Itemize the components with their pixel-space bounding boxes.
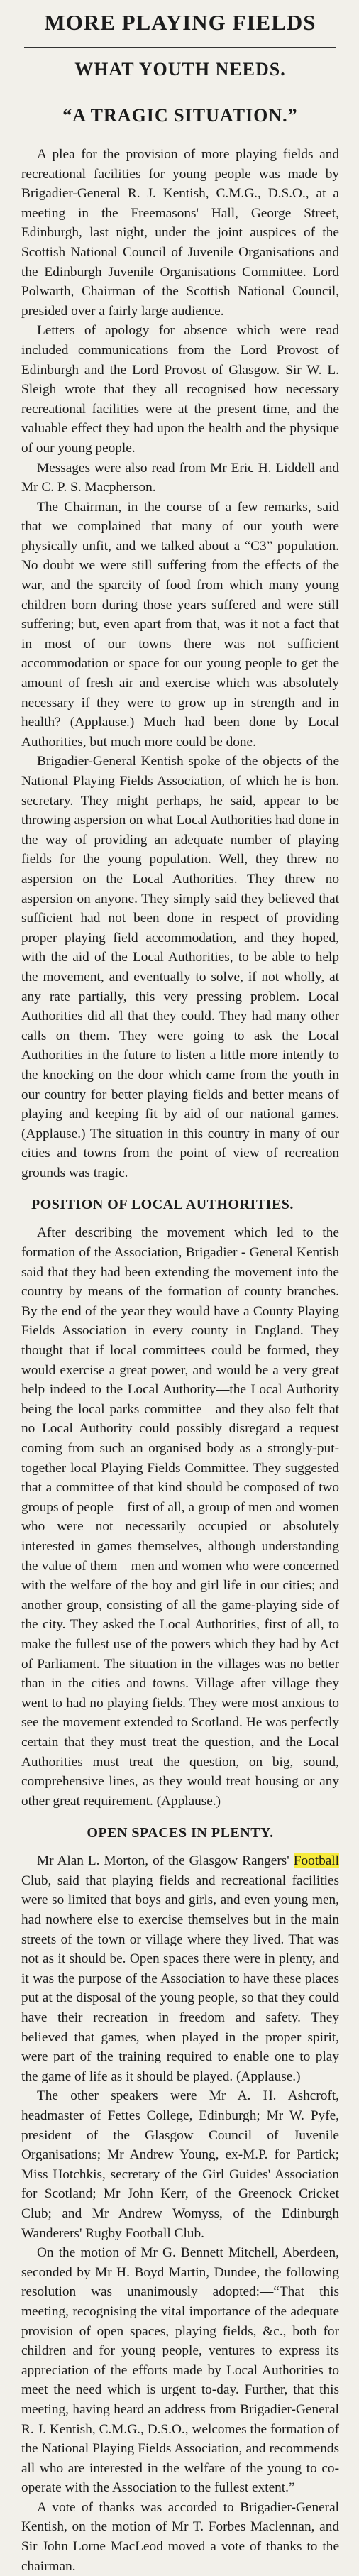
paragraph: The other speakers were Mr A. H. Ashcroft, headmaster of Fettes College, Edinburgh; Mr W. Pyfe, president of the Glasgow Council of Juvenile Organisations; Mr Andrew Young, ex-M.P. for Partick; Miss Hotchkis, secretary of the Girl Guides' Association for Scotland; Mr John Kerr, of the Greenock Cricket Club; and Mr Andrew Womyss, of the Edinburgh Wanderers' Rugby Football Club. [21,2088,339,2241]
kicker-heading: “A TRAGIC SITUATION.” [62,105,298,126]
highlighted-word: Football [293,1853,339,1869]
section-heading: POSITION OF LOCAL AUTHORITIES. [31,1197,294,1213]
paragraph-lead: Mr Alan L. Morton, of the Glasgow Rangers' [37,1853,289,1869]
paragraph [21,1851,339,2086]
paragraph-rest: Club, said that playing fields and recreational facilities were so limited that boys and girls, and even young men, had nowhere else to exercise themselves but in the main streets of the town or village where they lived. That was not as it should be. Open spaces there were in plenty, and it was the purpose of the Association to have these places put at the disposal of the young people, so that they could have their recreation in freedom and safety. They believed that games, when played in the proper spirit, were part of the training required to enable one to play the game of life as it should be played. (Applause.) [21,1873,339,2084]
paragraph: The Chairman, in the course of a few remarks, said that we complained that many of our youth were physically unfit, and we talked about a “C3” population. No doubt we were still suffering from the effects of the war, and the sparcity of food from which many young children born during those years suffered and were still suffering; but, even apart from that, was it not a fact that in most of our towns there was not sufficient accommodation or space for our young people to get the amount of fresh air and exercise which was absolutely necessary if they were to grow up in strength and in health? (Applause.) Much had been done by Local Authorities, but much more could be done. [21,499,339,750]
section-body [21,1223,339,1811]
paragraph: On the motion of Mr G. Bennett Mitchell, Aberdeen, seconded by Mr H. Boyd Martin, Dundee, the following resolution was unanimously adopted:—“That this meeting, recognising the vital importance of the adequate provision of open spaces, playing fields, &c., both for children and for young people, ventures to express its appreciation of the efforts made by Local Authorities to meet the need which is urgent to-day. Further, that this meeting, having heard an address from Brigadier-General R. J. Kentish, C.M.G., D.S.O., welcomes the formation of the National Playing Fields Association, and recommends all who are interested in the welfare of the young to co-operate with the Association to the fullest extent.” [21,2245,339,2496]
paragraph: Messages were also read from Mr Eric H. Liddell and Mr C. P. S. Macpherson. [21,460,339,495]
section-body [21,1851,339,2576]
intro-body [21,145,339,1183]
paragraph: Brigadier-General Kentish spoke of the objects of the National Playing Fields Association, of which he is hon. secretary. They might perhaps, he said, appear to be throwing aspersion on what Local Authorities had done in the way of providing an adequate number of playing fields for the young population. Well, they threw no aspersion on the Local Authorities. They threw no aspersion on anyone. They simply said they believed that sufficient had not been done in respect of providing proper playing field accommodation, and they hoped, with the aid of the Local Authorities, to be able to help the movement, and eventually to solve, if not wholly, at any rate partially, this very pressing problem. Local Authorities did all that they could. They had many other calls on them. They were going to ask the Local Authorities in the future to listen a little more intently to the knocking on the door which came from the youth in our country for better playing fields and better means of playing and keeping fit by aid of our national games. (Applause.) The situation in this country in many of our cities and towns from the point of view of recreation grounds was tragic. [21,754,339,1180]
paragraph: A plea for the provision of more playing fields and recreational facilities for young people was made by Brigadier-General R. J. Kentish, C.M.G., D.S.O., at a meeting in the Freemasons' Hall, George Street, Edinburgh, last night, under the joint auspices of the Scottish National Council of Juvenile Organisations and the Edinburgh Juvenile Organisations Committee. Lord Polwarth, Chairman of the Scottish National Council, presided over a fairly large audience. [21,147,339,319]
paragraph: After describing the movement which led to the formation of the Association, Brigadier - General Kentish said that they had been extending the movement into the country by means of the formation of county branches. By the end of the year they would have a County Playing Fields Association in every county in England. They thought that if local committees could be formed, they would exercise a great power, and would be a very great help indeed to the Local Authority—the Local Authority being the local parks committee—and they also felt that no Local Authority could possibly disregard a request coming from such an organised body as a strongly-put-together local Playing Fields Committee. They suggested that a committee of that kind should be composed of two groups of people—first of all, a group of men and women who were not necessarily occupied or absolutely interested in games themselves, although understanding the value of them—men and women who were concerned with the welfare of the boy and girl life in our cities; and another group, consisting of all the game-playing side of the city. They asked the Local Authorities, first of all, to make the fullest use of the powers which they had by Act of Parliament. The situation in the villages was no better than in the cities and towns. Village after village they went to had no playing fields. They were most anxious to see the movement extended to Scotland. He was perfectly certain that they must treat the question, and the Local Authorities must treat the question, on big, sound, comprehensive lines, as they would treat housing or any other great requirement. (Applause.) [21,1225,339,1809]
divider-rule [24,47,336,48]
paragraph: A vote of thanks was accorded to Brigadier-General Kentish, on the motion of Mr T. Forbes Maclennan, and Sir John Lorne MacLeod moved a vote of thanks to the chairman. [21,2499,339,2574]
subheadline: WHAT YOUTH NEEDS. [74,59,286,80]
section-heading: OPEN SPACES IN PLENTY. [87,1825,274,1841]
headline: MORE PLAYING FIELDS [44,10,316,35]
paragraph: Letters of apology for absence which were read included communications from the Lord Provost of Edinburgh and the Lord Provost of Glasgow. Sir W. L. Sleigh wrote that they all recognised how necessary recreational facilities were at the present time, and the valuable effect they had upon the health and the physique of our young people. [21,323,339,456]
